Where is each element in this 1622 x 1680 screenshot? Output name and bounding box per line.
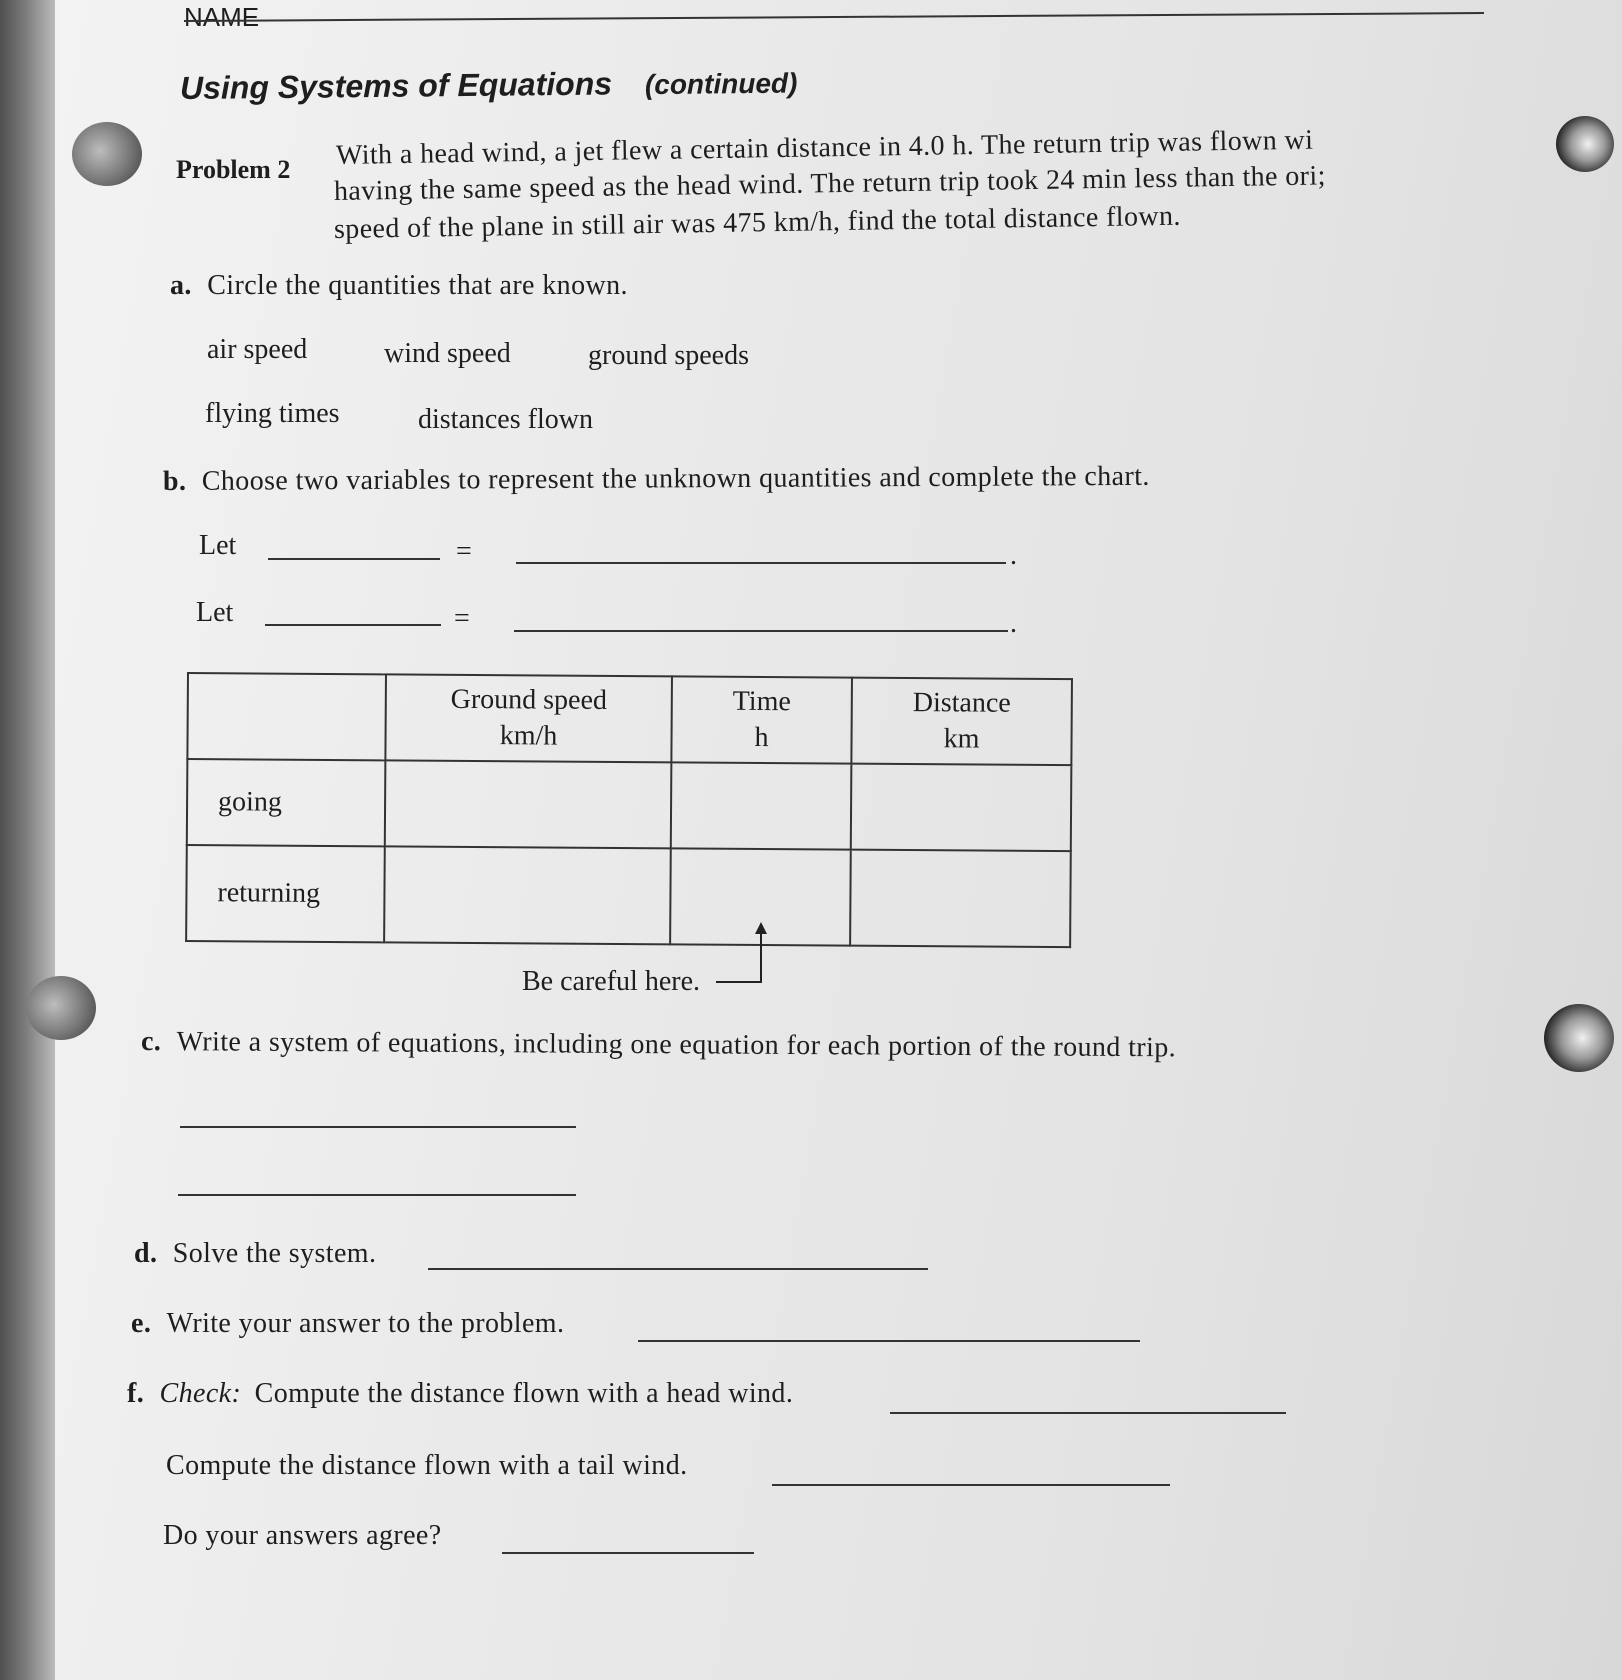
solve-system-field[interactable]: [428, 1268, 928, 1270]
equation-1-field[interactable]: [180, 1126, 576, 1128]
name-label: NAME: [184, 2, 260, 32]
part-d-text: Solve the system.: [172, 1238, 377, 1269]
chart-row-going: [187, 759, 1072, 851]
part-e-label: e.: [131, 1308, 152, 1339]
cell-going-distance[interactable]: [851, 764, 1072, 852]
row-label-returning: returning: [186, 845, 385, 942]
arrow-base: [716, 981, 762, 983]
arrow-shaft: [760, 930, 762, 982]
chart-header-row: [187, 673, 1072, 765]
part-b-label: b.: [162, 465, 187, 497]
part-a-text: Circle the quantities that are known.: [207, 270, 628, 301]
equals-sign-2: =: [454, 603, 470, 634]
header-time-unit: h: [754, 721, 769, 754]
chart-row-returning: [186, 845, 1071, 947]
option-ground-speeds[interactable]: ground speeds: [588, 340, 749, 371]
page-title-suffix: (continued): [644, 67, 798, 101]
header-time: [671, 676, 852, 763]
page-title: [180, 64, 798, 107]
header-ground-speed-unit: km/h: [499, 720, 558, 752]
punch-hole-right-top: [1556, 116, 1614, 172]
row-label-going: going: [187, 759, 386, 846]
variable-1-meaning-field[interactable]: [516, 562, 1006, 564]
variable-2-field[interactable]: [265, 624, 441, 626]
cell-going-time[interactable]: [671, 762, 852, 849]
problem-text-line-3: speed of the plane in still air was 475 km/h, find the total distance flown.: [333, 200, 1182, 245]
equals-sign-1: =: [456, 536, 472, 567]
punch-hole-left-top: [72, 122, 142, 186]
part-f-label: f.: [127, 1378, 145, 1409]
period-1: .: [1010, 540, 1017, 571]
part-f-prompt: [127, 1378, 793, 1410]
part-c-label: c.: [140, 1026, 162, 1058]
variable-1-field[interactable]: [268, 558, 440, 560]
part-f-text-1: Compute the distance flown with a head wind.: [254, 1378, 794, 1409]
header-ground-speed: [385, 674, 672, 762]
part-c-text: Write a system of equations, including one equation for each portion of the round trip.: [176, 1026, 1177, 1064]
option-flying-times[interactable]: flying times: [205, 398, 340, 429]
part-d-prompt: [134, 1238, 376, 1270]
equation-2-field[interactable]: [178, 1194, 576, 1196]
header-distance: [851, 678, 1072, 766]
option-air-speed[interactable]: air speed: [207, 334, 308, 365]
problem-label: Problem 2: [176, 155, 291, 184]
period-2: .: [1010, 608, 1017, 639]
header-time-title: Time: [732, 685, 791, 718]
cell-returning-distance[interactable]: [850, 850, 1071, 948]
part-a-label: a.: [170, 270, 192, 301]
punch-hole-left-bottom: [26, 976, 96, 1040]
part-f-text-2: Compute the distance flown with a tail wind.: [166, 1450, 688, 1481]
header-ground-speed-title: Ground speed: [450, 683, 608, 716]
let-label-1: Let: [199, 530, 237, 561]
answer-field[interactable]: [638, 1340, 1140, 1342]
punch-hole-right-bottom: [1544, 1004, 1614, 1072]
part-d-label: d.: [134, 1238, 158, 1269]
variable-2-meaning-field[interactable]: [514, 630, 1008, 632]
answers-agree-field[interactable]: [502, 1552, 754, 1554]
part-c-prompt: [141, 1026, 1176, 1064]
header-distance-title: Distance: [912, 687, 1011, 719]
cell-going-ground-speed[interactable]: [385, 760, 672, 848]
problem-text-line-1: With a head wind, a jet flew a certain distance in 4.0 h. The return trip was flown wi: [335, 124, 1314, 171]
let-label-2: Let: [196, 597, 234, 628]
part-f-text-3: Do your answers agree?: [163, 1520, 442, 1551]
option-wind-speed[interactable]: wind speed: [384, 338, 511, 369]
part-e-text: Write your answer to the problem.: [166, 1308, 565, 1339]
check-word: Check:: [159, 1378, 242, 1409]
cell-returning-ground-speed[interactable]: [384, 846, 671, 944]
page-title-main: Using Systems of Equations: [179, 65, 613, 106]
problem-text-line-2: having the same speed as the head wind. The return trip took 24 min less than the ori;: [333, 160, 1327, 207]
header-distance-unit: km: [943, 723, 980, 755]
part-b-prompt: [163, 461, 1150, 498]
speed-time-distance-chart: [185, 672, 1073, 948]
part-b-text: Choose two variables to represent the unknown quantities and complete the chart.: [201, 460, 1150, 497]
tail-wind-distance-field[interactable]: [772, 1484, 1170, 1486]
part-a-prompt: [170, 270, 628, 302]
chart-corner-cell: [187, 673, 386, 760]
part-e-prompt: [131, 1308, 564, 1340]
be-careful-note: Be careful here.: [522, 966, 700, 997]
option-distances-flown[interactable]: distances flown: [418, 404, 593, 435]
head-wind-distance-field[interactable]: [890, 1412, 1286, 1414]
